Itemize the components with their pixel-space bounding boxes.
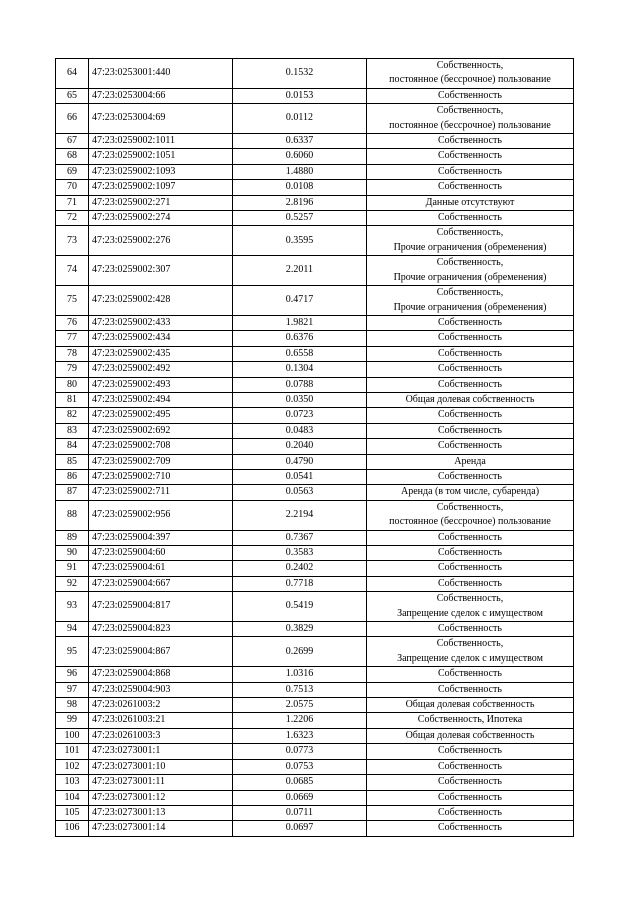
right-type-line: Собственность, [436, 287, 504, 299]
area-cell: 0.1532 [233, 59, 367, 89]
table-row [56, 59, 574, 89]
cadastral-number-cell: 47:23:0259002:494 [89, 392, 233, 407]
right-type-line: Аренда (в том числе, субаренда) [400, 486, 540, 498]
cadastral-number-cell: 47:23:0253001:440 [89, 59, 233, 89]
cadastral-number-cell: 47:23:0273001:14 [89, 821, 233, 836]
right-type-cell [367, 698, 574, 713]
table-row [56, 104, 574, 134]
row-number-cell: 99 [56, 713, 89, 728]
area-cell: 0.0350 [233, 392, 367, 407]
right-type-line: Общая долевая собственность [405, 699, 535, 711]
right-type-line: Собственность [438, 424, 502, 436]
area-cell: 1.0316 [233, 667, 367, 682]
table-row [56, 759, 574, 774]
row-number-cell: 89 [56, 530, 89, 545]
right-type-cell [367, 439, 574, 454]
right-type-line: Собственность, [436, 105, 504, 117]
cadastral-number-cell: 47:23:0259004:60 [89, 546, 233, 561]
row-number-cell: 81 [56, 392, 89, 407]
right-type-cell [367, 423, 574, 438]
right-type-cell [367, 256, 574, 286]
cadastral-number-cell: 47:23:0259002:428 [89, 286, 233, 316]
right-type-cell [367, 331, 574, 346]
right-type-line: Собственность [438, 440, 502, 452]
area-cell: 0.3583 [233, 546, 367, 561]
area-cell: 0.2402 [233, 561, 367, 576]
cadastral-number-cell: 47:23:0259002:495 [89, 408, 233, 423]
area-cell: 0.0483 [233, 423, 367, 438]
row-number-cell: 98 [56, 698, 89, 713]
table-row [56, 775, 574, 790]
right-type-cell [367, 195, 574, 210]
area-cell: 0.0685 [233, 775, 367, 790]
area-cell: 2.0575 [233, 698, 367, 713]
row-number-cell: 103 [56, 775, 89, 790]
right-type-cell [367, 728, 574, 743]
table-row [56, 195, 574, 210]
area-cell: 0.0723 [233, 408, 367, 423]
cadastral-number-cell: 47:23:0261003:3 [89, 728, 233, 743]
cadastral-number-cell: 47:23:0273001:13 [89, 805, 233, 820]
right-type-cell [367, 805, 574, 820]
row-number-cell: 76 [56, 315, 89, 330]
right-type-cell [367, 134, 574, 149]
row-number-cell: 68 [56, 149, 89, 164]
right-type-line: Прочие ограничения (обременения) [393, 271, 547, 283]
right-type-line: Собственность, Ипотека [417, 714, 523, 726]
area-cell: 0.2699 [233, 637, 367, 667]
right-type-cell [367, 104, 574, 134]
table-row [56, 561, 574, 576]
right-type-line: Собственность [438, 822, 502, 834]
area-cell: 1.2206 [233, 713, 367, 728]
cadastral-number-cell: 47:23:0273001:1 [89, 744, 233, 759]
cadastral-number-cell: 47:23:0259002:692 [89, 423, 233, 438]
right-type-cell [367, 392, 574, 407]
area-cell: 1.4880 [233, 164, 367, 179]
row-number-cell: 70 [56, 180, 89, 195]
row-number-cell: 84 [56, 439, 89, 454]
area-cell: 0.3595 [233, 226, 367, 256]
row-number-cell: 104 [56, 790, 89, 805]
cadastral-number-cell: 47:23:0259002:1051 [89, 149, 233, 164]
area-cell: 0.5419 [233, 592, 367, 622]
row-number-cell: 92 [56, 576, 89, 591]
cadastral-number-cell: 47:23:0259002:307 [89, 256, 233, 286]
cadastral-number-cell: 47:23:0259002:1097 [89, 180, 233, 195]
cadastral-number-cell: 47:23:0259002:711 [89, 485, 233, 500]
table-row [56, 821, 574, 836]
right-type-cell [367, 713, 574, 728]
right-type-cell [367, 667, 574, 682]
area-cell: 0.0669 [233, 790, 367, 805]
table-row [56, 500, 574, 530]
right-type-line: Собственность [438, 316, 502, 328]
table-row [56, 149, 574, 164]
right-type-line: Запрещение сделок с имуществом [397, 652, 543, 664]
right-type-line: Собственность [438, 212, 502, 224]
right-type-cell [367, 485, 574, 500]
right-type-line: Собственность, [436, 593, 504, 605]
right-type-line: Собственность, [436, 60, 504, 71]
table-row [56, 315, 574, 330]
cadastral-number-cell: 47:23:0261003:2 [89, 698, 233, 713]
cadastral-number-cell: 47:23:0259004:903 [89, 682, 233, 697]
table-body [56, 59, 574, 837]
row-number-cell: 86 [56, 469, 89, 484]
row-number-cell: 97 [56, 682, 89, 697]
cadastral-number-cell: 47:23:0259002:434 [89, 331, 233, 346]
right-type-line: Собственность [438, 745, 502, 757]
cadastral-number-cell: 47:23:0259002:433 [89, 315, 233, 330]
right-type-cell [367, 211, 574, 226]
table-row [56, 469, 574, 484]
table-row [56, 180, 574, 195]
right-type-line: Собственность [438, 378, 502, 390]
cadastral-number-cell: 47:23:0259002:708 [89, 439, 233, 454]
land-plots-table [55, 58, 574, 837]
row-number-cell: 72 [56, 211, 89, 226]
table-row [56, 164, 574, 179]
area-cell: 0.6558 [233, 346, 367, 361]
right-type-line: Собственность [438, 531, 502, 543]
area-cell: 0.0563 [233, 485, 367, 500]
table-row [56, 331, 574, 346]
right-type-line: Собственность, [436, 227, 504, 239]
area-cell: 0.0697 [233, 821, 367, 836]
cadastral-number-cell: 47:23:0259004:823 [89, 622, 233, 637]
row-number-cell: 71 [56, 195, 89, 210]
row-number-cell: 96 [56, 667, 89, 682]
right-type-cell [367, 180, 574, 195]
row-number-cell: 64 [56, 59, 89, 89]
row-number-cell: 100 [56, 728, 89, 743]
right-type-line: Собственность, [436, 638, 504, 650]
right-type-line: Собственность [438, 470, 502, 482]
cadastral-number-cell: 47:23:0259002:1093 [89, 164, 233, 179]
right-type-cell [367, 622, 574, 637]
right-type-line: Запрещение сделок с имуществом [397, 607, 543, 619]
cadastral-number-cell: 47:23:0259004:667 [89, 576, 233, 591]
right-type-line: Собственность [438, 806, 502, 818]
right-type-line: Собственность [438, 547, 502, 558]
cadastral-number-cell: 47:23:0259002:274 [89, 211, 233, 226]
area-cell: 0.0112 [233, 104, 367, 134]
cadastral-number-cell: 47:23:0259002:435 [89, 346, 233, 361]
area-cell: 0.0753 [233, 759, 367, 774]
right-type-line: Данные отсутствуют [425, 196, 515, 208]
row-number-cell: 88 [56, 500, 89, 530]
row-number-cell: 67 [56, 134, 89, 149]
area-cell: 0.7367 [233, 530, 367, 545]
cadastral-number-cell: 47:23:0253004:69 [89, 104, 233, 134]
cadastral-number-cell: 47:23:0253004:66 [89, 88, 233, 103]
area-cell: 0.3829 [233, 622, 367, 637]
table-row [56, 423, 574, 438]
right-type-line: Собственность [438, 363, 502, 375]
row-number-cell: 106 [56, 821, 89, 836]
table-row [56, 576, 574, 591]
right-type-cell [367, 682, 574, 697]
right-type-cell [367, 530, 574, 545]
right-type-cell [367, 500, 574, 530]
cadastral-number-cell: 47:23:0259002:276 [89, 226, 233, 256]
area-cell: 0.0788 [233, 377, 367, 392]
table-row [56, 682, 574, 697]
table-row [56, 667, 574, 682]
cadastral-number-cell: 47:23:0259004:397 [89, 530, 233, 545]
table-row [56, 713, 574, 728]
row-number-cell: 66 [56, 104, 89, 134]
table-row [56, 392, 574, 407]
row-number-cell: 83 [56, 423, 89, 438]
right-type-line: Общая долевая собственность [405, 729, 535, 741]
right-type-line: Прочие ограничения (обременения) [393, 241, 547, 253]
right-type-line: постоянное (бессрочное) пользование [389, 119, 551, 131]
right-type-line: Собственность [438, 89, 502, 101]
right-type-line: постоянное (бессрочное) пользование [389, 74, 551, 86]
right-type-line: Собственность, [436, 257, 504, 269]
table-row [56, 362, 574, 377]
right-type-cell [367, 561, 574, 576]
right-type-cell [367, 790, 574, 805]
area-cell: 1.9821 [233, 315, 367, 330]
cadastral-number-cell: 47:23:0259004:868 [89, 667, 233, 682]
area-cell: 0.0108 [233, 180, 367, 195]
table-row [56, 485, 574, 500]
right-type-line: постоянное (бессрочное) пользование [389, 516, 551, 528]
row-number-cell: 85 [56, 454, 89, 469]
area-cell: 0.4717 [233, 286, 367, 316]
area-cell: 1.6323 [233, 728, 367, 743]
right-type-line: Собственность [438, 181, 502, 193]
right-type-line: Собственность [438, 668, 502, 680]
table-row [56, 728, 574, 743]
table-row [56, 805, 574, 820]
right-type-line: Собственность [438, 577, 502, 589]
row-number-cell: 91 [56, 561, 89, 576]
row-number-cell: 74 [56, 256, 89, 286]
cadastral-number-cell: 47:23:0259004:61 [89, 561, 233, 576]
right-type-cell [367, 637, 574, 667]
table-row [56, 134, 574, 149]
area-cell: 0.7718 [233, 576, 367, 591]
right-type-cell [367, 346, 574, 361]
table-row [56, 256, 574, 286]
cadastral-number-cell: 47:23:0259002:710 [89, 469, 233, 484]
area-cell: 0.1304 [233, 362, 367, 377]
row-number-cell: 90 [56, 546, 89, 561]
right-type-cell [367, 469, 574, 484]
area-cell: 2.2011 [233, 256, 367, 286]
area-cell: 0.6060 [233, 149, 367, 164]
right-type-line: Прочие ограничения (обременения) [393, 301, 547, 313]
right-type-cell [367, 775, 574, 790]
area-cell: 0.6337 [233, 134, 367, 149]
table-row [56, 286, 574, 316]
cadastral-number-cell: 47:23:0259002:956 [89, 500, 233, 530]
right-type-cell [367, 149, 574, 164]
right-type-cell [367, 592, 574, 622]
right-type-line: Собственность [438, 683, 502, 695]
table-row [56, 546, 574, 561]
right-type-line: Собственность [438, 135, 502, 147]
right-type-line: Собственность [438, 347, 502, 359]
right-type-cell [367, 362, 574, 377]
area-cell: 0.0153 [233, 88, 367, 103]
right-type-cell [367, 546, 574, 561]
cadastral-number-cell: 47:23:0273001:10 [89, 759, 233, 774]
cadastral-number-cell: 47:23:0259002:709 [89, 454, 233, 469]
row-number-cell: 87 [56, 485, 89, 500]
area-cell: 0.6376 [233, 331, 367, 346]
row-number-cell: 75 [56, 286, 89, 316]
right-type-cell [367, 408, 574, 423]
row-number-cell: 78 [56, 346, 89, 361]
table-row [56, 637, 574, 667]
row-number-cell: 69 [56, 164, 89, 179]
cadastral-number-cell: 47:23:0259002:271 [89, 195, 233, 210]
right-type-cell [367, 88, 574, 103]
row-number-cell: 93 [56, 592, 89, 622]
table-row [56, 592, 574, 622]
right-type-line: Собственность [438, 165, 502, 177]
cadastral-number-cell: 47:23:0259002:492 [89, 362, 233, 377]
area-cell: 0.0773 [233, 744, 367, 759]
cadastral-number-cell: 47:23:0259002:1011 [89, 134, 233, 149]
table-row [56, 88, 574, 103]
area-cell: 0.5257 [233, 211, 367, 226]
area-cell: 0.0711 [233, 805, 367, 820]
cadastral-number-cell: 47:23:0273001:11 [89, 775, 233, 790]
row-number-cell: 65 [56, 88, 89, 103]
right-type-line: Собственность, [436, 501, 504, 513]
right-type-cell [367, 286, 574, 316]
row-number-cell: 94 [56, 622, 89, 637]
area-cell: 0.2040 [233, 439, 367, 454]
right-type-cell [367, 821, 574, 836]
table-row [56, 211, 574, 226]
right-type-line: Собственность [438, 150, 502, 162]
table-row [56, 439, 574, 454]
row-number-cell: 77 [56, 331, 89, 346]
table-row [56, 226, 574, 256]
right-type-line: Собственность [438, 332, 502, 344]
row-number-cell: 105 [56, 805, 89, 820]
right-type-line: Собственность [438, 776, 502, 788]
area-cell: 0.4790 [233, 454, 367, 469]
table-row [56, 622, 574, 637]
right-type-line: Собственность [438, 409, 502, 421]
table-row [56, 408, 574, 423]
cadastral-number-cell: 47:23:0259004:817 [89, 592, 233, 622]
area-cell: 2.8196 [233, 195, 367, 210]
row-number-cell: 101 [56, 744, 89, 759]
right-type-line: Собственность [438, 562, 502, 574]
row-number-cell: 95 [56, 637, 89, 667]
right-type-line: Общая долевая собственность [405, 393, 535, 405]
right-type-cell [367, 759, 574, 774]
table-row [56, 346, 574, 361]
right-type-line: Собственность [438, 791, 502, 803]
right-type-cell [367, 377, 574, 392]
area-cell: 0.7513 [233, 682, 367, 697]
row-number-cell: 82 [56, 408, 89, 423]
row-number-cell: 102 [56, 759, 89, 774]
row-number-cell: 79 [56, 362, 89, 377]
cadastral-number-cell: 47:23:0259002:493 [89, 377, 233, 392]
right-type-cell [367, 744, 574, 759]
right-type-cell [367, 315, 574, 330]
table-row [56, 377, 574, 392]
right-type-cell [367, 226, 574, 256]
row-number-cell: 73 [56, 226, 89, 256]
right-type-cell [367, 576, 574, 591]
area-cell: 2.2194 [233, 500, 367, 530]
table-row [56, 698, 574, 713]
right-type-cell [367, 164, 574, 179]
cadastral-number-cell: 47:23:0273001:12 [89, 790, 233, 805]
cadastral-number-cell: 47:23:0261003:21 [89, 713, 233, 728]
table-row [56, 530, 574, 545]
table-row [56, 744, 574, 759]
right-type-cell [367, 59, 574, 89]
row-number-cell: 80 [56, 377, 89, 392]
right-type-line: Собственность [438, 760, 502, 772]
cadastral-number-cell: 47:23:0259004:867 [89, 637, 233, 667]
right-type-line: Аренда [454, 455, 486, 467]
right-type-line: Собственность [438, 623, 502, 635]
area-cell: 0.0541 [233, 469, 367, 484]
table-row [56, 790, 574, 805]
table-row [56, 454, 574, 469]
right-type-cell [367, 454, 574, 469]
